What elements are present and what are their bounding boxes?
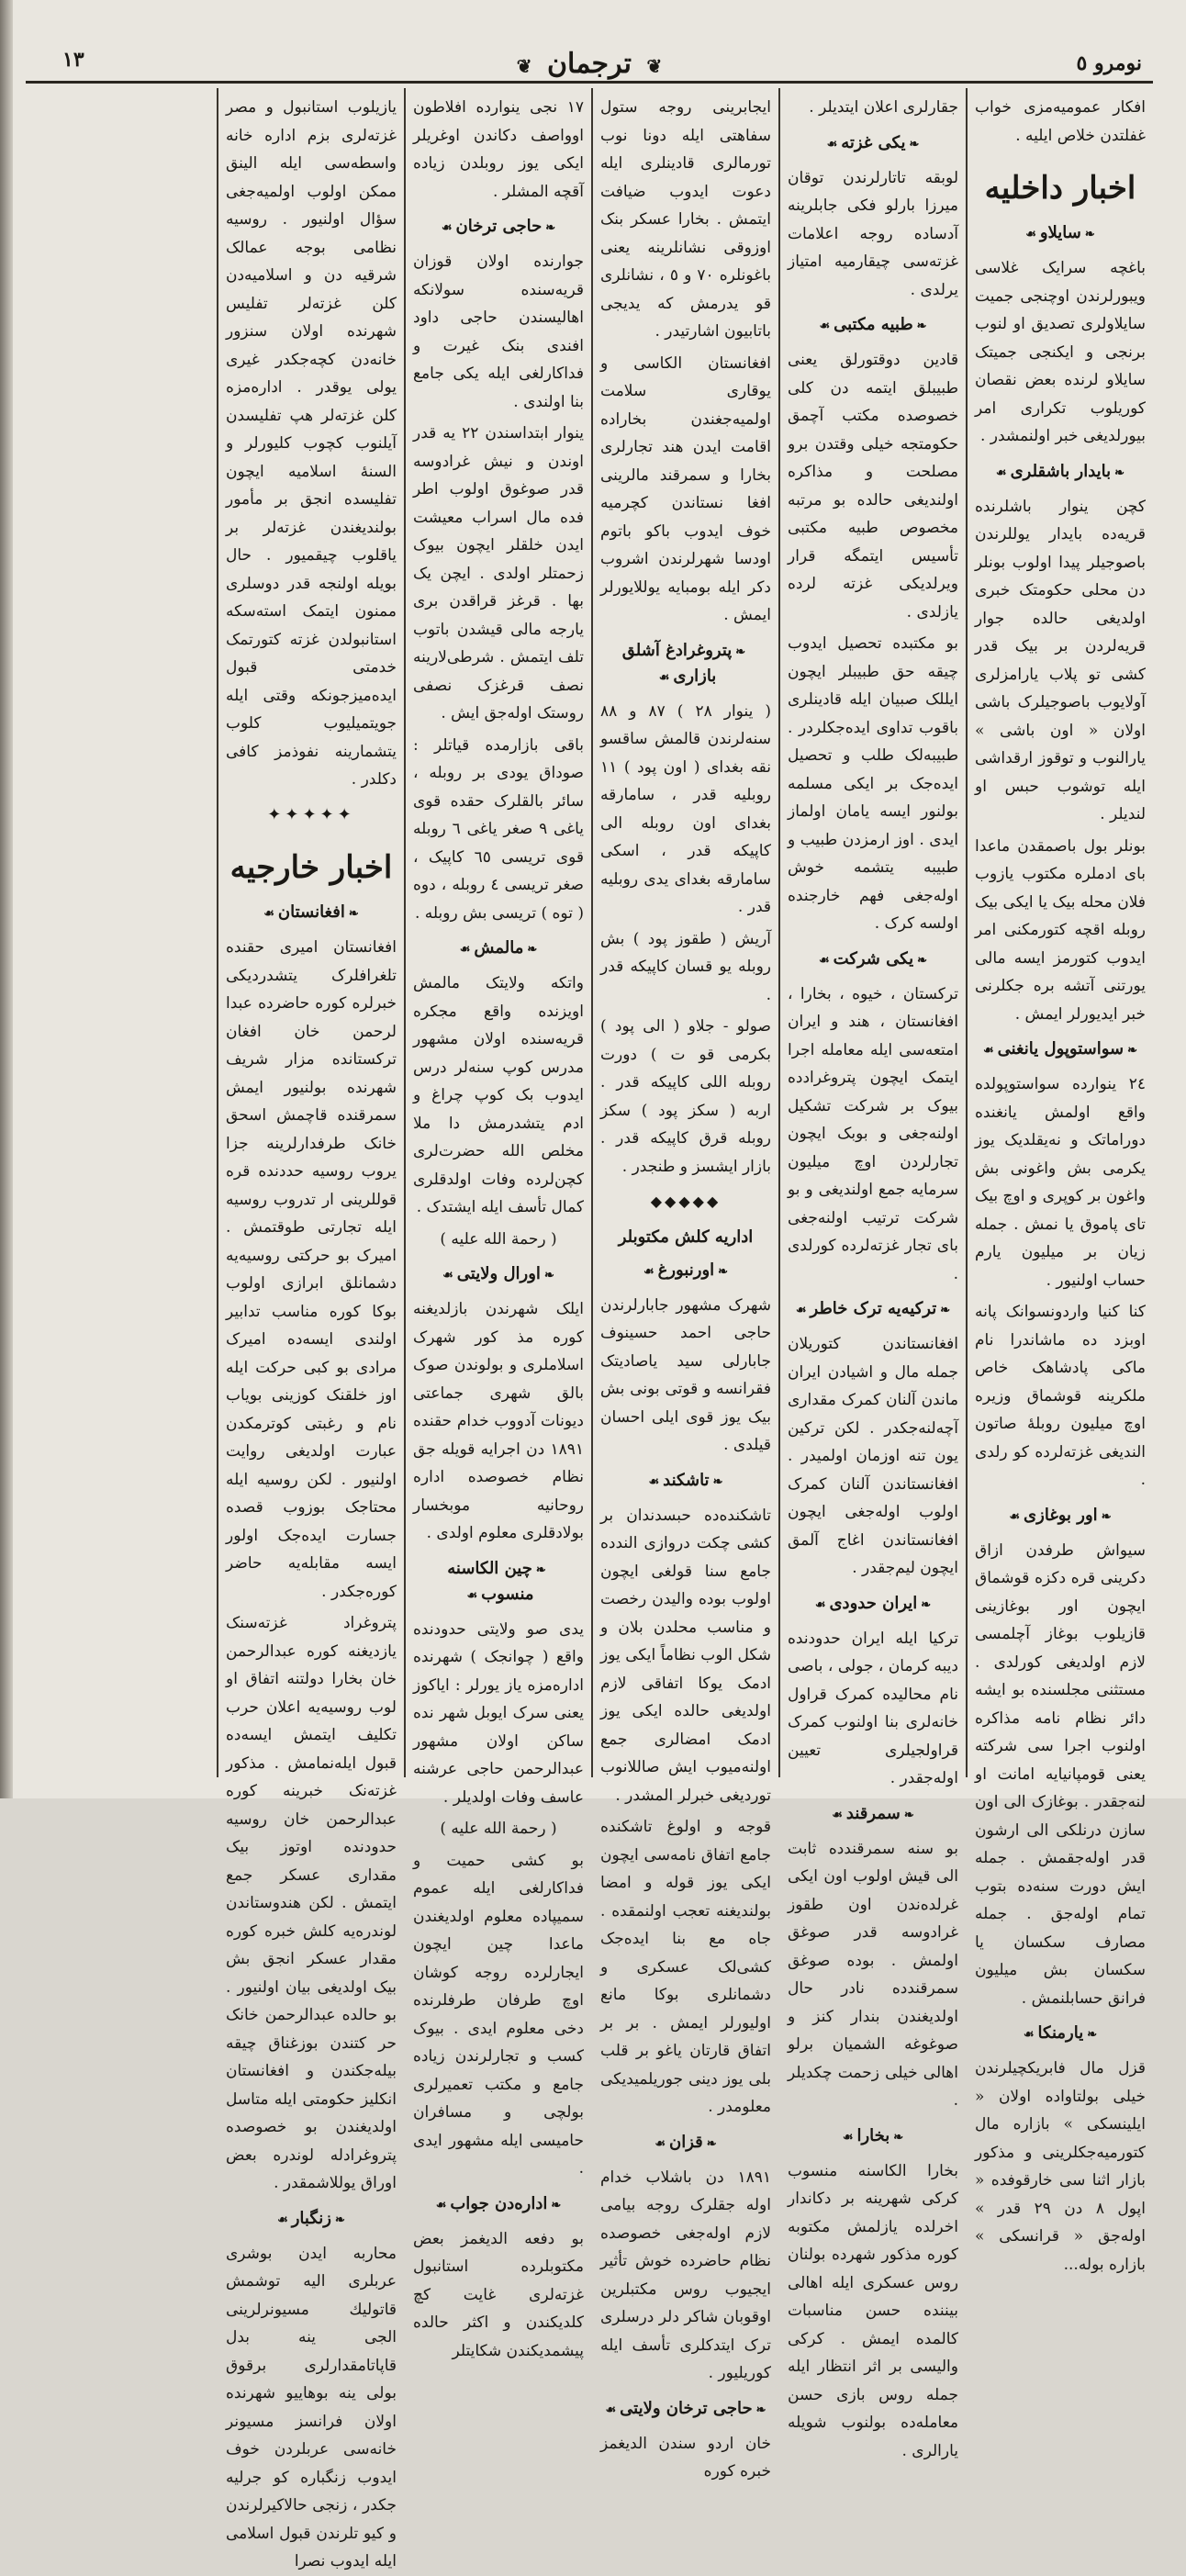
ornament-icon: ☙: [605, 2402, 617, 2417]
page-binding-edge: [0, 0, 13, 1798]
ornament-icon: ☙: [648, 1474, 660, 1489]
article-text: کنا کنیا واردونسوانک پانه اوبزد ده ماشاندرا نام ماکی پادشاهک خاص ملکرینه قوشماق وزیره اوچ میلیون روبلهٔ صاتون الندیغی غزته‌لرده کو رلدی .: [975, 1303, 1146, 1489]
article-text: جوارنده اولان قوزان قریه‌سنده سولانکه اهالیسندن حاجی داود افندی بنک غیرت و فداکارلغی ایله یکی جامع بنا اولندی .: [413, 252, 584, 411]
article-heading: ❧تاشکند☙: [648, 1470, 723, 1490]
ornament-icon: ☙: [826, 137, 838, 151]
ornament-icon: ☙: [1009, 1509, 1021, 1524]
ornament-icon: ❧: [335, 2212, 345, 2227]
ornament-icon: ☙: [995, 465, 1007, 480]
ornament-icon: ☙: [819, 319, 831, 333]
article-text: افغانستاندن کتوریلان جمله مال و اشیادن ایران ماندن آلنان کمرک مقداری آچه‌لنه‌جکدر . لکن ترکین یون تنه اوزمان اولمیدر . افغانستاندن آلنان کمرک اولوب اوله‌جغی ایچون افغانستاندن اغاج آلمق ایچون لیم‌جقدر .: [788, 1335, 958, 1577]
article-heading: ❧پتروغرادغ آشلق بازاری☙: [621, 640, 746, 686]
page-number: ١٣: [62, 48, 84, 72]
ornament-icon: ☙: [643, 1264, 655, 1279]
ornament-icon: ☙: [795, 1304, 807, 1317]
masthead-ornament-icon: ❦: [646, 55, 663, 77]
ornament-icon: ❧: [527, 943, 538, 957]
article-text: آریش ( طقوز پود ) بش روبله یو قسان کاپیکه قدر .: [600, 929, 771, 1004]
ornament-icon: ☙: [1025, 228, 1036, 241]
column-2: [778, 88, 966, 2460]
article-text: تاشکنده‌ده حبسدندان بر کشی چکت دروازی الندده جامع سنا قولغی ایچون اولوب بوده والیدن رخصت و مناسب محلدن بلان و شکل الوب نظاماً ایکی یوز ادمک یوکا اتفاقی لازم اولدیغی حالده ایکی یوز ادمک امضالری جمع اولنه‌میوب ایش صاللانوب توردیغی خبرلر المشدر .: [600, 1506, 771, 1805]
ornament-icon: ☙: [832, 1808, 843, 1822]
article-text: بو دفعه الدیغمز بعض مکتوبلرده استانبول غزته‌لری غایت کچ کلدیکندن و اکثر حالده پیشمدیکندن شکایتلر: [413, 2229, 584, 2360]
article-heading: ❧حاجی ترخان ولایتی☙: [605, 2398, 766, 2418]
column-intro: افكار عمومیه‌مزی خواب غفلتدن خلاص ایلیه .: [975, 98, 1146, 145]
article-text: پتروغراد غزته‌سنک یازدیغنه کوره عبدالرحمن خان بخارا دولتنه اتفاق او لوب روسیه‌یه اعلان حرب تکلیف ایتمش ایسه‌ده قبول ایله‌نمامش . مذکور غزته‌نک خبرینه کوره عبدالرحمن خان روسیه حدودنده اوتوز بیک مقداری عسکر جمع ایتمش . لکن هندوستاندن لوندره‌یه کلش خبره کوره مقدار عسکر انجق بش بیک اولدیغی بیان اولنیور . بو حالده عبدالرحمن خانک حر کتندن بوزغناق چیقه بیله‌جکندن و افغانستان انکلیز حکومتی ایله متاسل اولدیغندن بو خصوصده پتروغرادله لوندره بعض اوراق یوللاشمقدر .: [226, 1614, 397, 2192]
article-heading: ❧سمرقند☙: [832, 1803, 914, 1823]
section-heading-domestic-news: اخبار داخلیه: [984, 170, 1136, 207]
article-heading: ❧ادارەدن جواب☙: [435, 2193, 562, 2213]
ornament-icon: ❧: [551, 2198, 562, 2212]
diamond-separator: ◆◆◆◆◆: [650, 1193, 722, 1210]
article-text: بخارا الکاسنه منسوب کرکی شهرینه بر دکاندار اخرلده یازلمش مکتوبه کوره مذکور شهرده بولنان روس عسکری ایله اهالی بیننده حسن مناسبات کالمده ایمش . کرکی والیسی بر اثر انتظار ایله جمله روس بازی حسن معامله‌ده بولنوب شویله یارالری .: [788, 2161, 958, 2460]
article-heading: ❧طبیه مکتبی☙: [819, 315, 927, 334]
ornament-icon: ❧: [1114, 465, 1125, 480]
ornament-icon: ❧: [903, 1808, 914, 1822]
article-heading: ❧چین الکاسنه منسوب☙: [447, 1558, 546, 1604]
article-text: ایلک شهرندن بازلدیغنه کوره مذ کور شهرک اسلاملری و بولوندن صوک بالق شهری جماعتی دیونات آدووب خدام حقنده ١٨٩١ دن اجرایه قویله جق نظام خصوصده اداره روحانیه موبخسار بولادقلری معلوم اولدی .: [413, 1300, 584, 1542]
ornament-icon: ❧: [535, 1562, 546, 1577]
ornament-icon: ❧: [735, 644, 746, 659]
column-4: [404, 88, 591, 2360]
article-heading: ❧بخارا☙: [842, 2125, 904, 2145]
column-3: [591, 88, 778, 2481]
article-text: ( رحمة الله علیه ): [440, 1820, 557, 1838]
article-text: ١٧ نجی ینوارده افلاطون اوواصف دکاندن اوغریلر ایکی یوز روبلدن زیاده آقچه المشلر .: [413, 98, 584, 201]
ornament-icon: ☙: [818, 953, 830, 968]
ornament-icon: ❧: [706, 2136, 717, 2151]
masthead-ornament-icon: ❦: [516, 55, 532, 77]
article-text: لوبقه تاتارلرندن توقان میرزا بارلو فکی جابلرینه آدساده روجه اعلامات غزته‌سی چیقارمیه امتیاز یرلدی .: [788, 168, 958, 299]
star-separator: ✦✦✦✦✦: [267, 804, 355, 824]
masthead: [26, 48, 1153, 80]
article-text: باقی بازارمده قیاتلر : صوداق یودی بر روبله ، سائر بالقلرک حقده قوی یاغی ٩ صغر یاغی ٦ روبله قوی تریسی ٦٥ کاپیک ، صغر تریسی ٤ روبله ، دوه ( توه ) تریسی بش روبله .: [413, 735, 585, 923]
column-1: [966, 88, 1153, 2274]
ornament-icon: ❧: [893, 2130, 904, 2145]
ornament-icon: ☙: [263, 907, 274, 921]
article-text: یازیلوب استانبول و مصر غزته‌لری بزم اداره خانه واسطه‌سی ایله الینق ممکن اولوب اولمیه‌جغی سؤال اولنیور . روسیه نظامی بوجه عمالک شرقیه دن و اسلامیه‌دن کلن غزته‌لر تفلیس شهرنده اولان سنزور خانه‌دن کچه‌جکدر غیری یولی یوقدر . ادارەمزه کلن غزته‌لر هپ تفلیسدن آیلنوب کچوب کلیورلر و السنهٔ اسلامیه ایچون تفلیسده انجق بر مأمور بولندیغندن غزته‌لر بر یاقلوب چیقمیور . حال بویله اولنجه قدر دوسلری ممنون ایتمک استه‌سکه استانبولدن غزته کتورتمک خدمتی قبول ایده‌میزجونکه وقتی ایله جویتمیلیوب کلوب یتشمارینه نفوذمز کافی دکلدر .: [226, 98, 397, 789]
article-text: قوجه و اولوغ تاشکنده جامع اتفاق نامه‌سی ایچون ایکی یوز قوله و امضا بولندیغنه تعجب اولنمقده . جاه مع بنا ایده‌جک کشی‌لک عسکری و دشمانلری بوکا مانع اولیورلر ایمش . بر بر اتفاق قارتان یاغو بر قلب بلی یوز دینی جوریلمیدیکی معلومدر .: [600, 1818, 771, 2116]
article-text: خان اردو سندن الدیغمز خبره کوره: [600, 2434, 771, 2481]
issue-number: نومرو ٥: [1076, 51, 1142, 75]
article-text: افغانستان الکاسی و یوقاری سلامت اولمیه‌جغندن بخاراده اقامت ایدن هند تجارلری بخارا و سمرقند مالرینی افغا نستاندن کچرمیه خوف ایدوب باکو باتوم اودسا شهرلرندن اشروب دکر ایله بومبایه یوللایورلر ایمش .: [600, 353, 771, 624]
ornament-icon: ☙: [842, 2130, 854, 2145]
article-text: ایجابرینی روجه ستول سفاهتی ایله دونا نوب تورمالری قادینلری ایله دعوت ایدوب ضیافت ایتمش . بخارا عسکر بنک اوزوقی نشانلرینه یعنی باغونلره ٧٠ و ٥ ، نشانلری قو یدرمش که یدیجی باتابیون اشارتیدر .: [600, 98, 771, 341]
article-heading: ❧ایران حدودی☙: [814, 1593, 932, 1613]
article-heading: ❧اورال ولایتی☙: [442, 1264, 554, 1283]
ornament-icon: ☙: [982, 1044, 994, 1058]
ornament-icon: ☙: [1023, 2028, 1035, 2042]
article-heading: ❧قزان☙: [655, 2132, 717, 2152]
ornament-icon: ❧: [755, 2402, 766, 2417]
article-text: ( رحمة الله علیه ): [440, 1229, 557, 1249]
article-heading: ❧بایدار باشقلری☙: [995, 461, 1125, 481]
ornament-icon: ❧: [1101, 1509, 1112, 1524]
header-rule: [26, 81, 1153, 84]
article-heading: ❧یکی شرکت☙: [818, 948, 928, 969]
article-heading: اداریه کلش مکتوبلر: [618, 1226, 754, 1247]
article-heading: ❧مالمش☙: [459, 938, 538, 958]
article-text: باغچه سرایک غلاسی ویبورلرندن اوچنجی جمیت سایلاولری تصدیق او لنوب برنجی و ایکنجی جمیتک سایلاو لرنده بعض نقصان کوریلوب تکراری امر بیورلدیغی خبر اولنمشدر .: [975, 259, 1146, 445]
ornament-icon: ☙: [441, 221, 453, 235]
article-heading: ❧افغانستان☙: [263, 902, 359, 922]
masthead-title: ترجمان: [547, 48, 632, 80]
article-heading: ❧سواستوپول یانغنی☙: [982, 1039, 1138, 1058]
ornament-icon: ❧: [921, 1597, 932, 1612]
article-text: بو مکتبده تحصیل ایدوب چیقه حق طبیبلر ایچون ایللک صبیان ایله قادینلری باقوب تداوی ایده‌جکلردر . طبیبه‌لک طلب و تحصیل ایده‌جک بر ایکی مسلمه بولنور ایسه یامان اولماز ایدی . اوز ارمزدن طبیب و طبیبه یتشمه خوش اوله‌جغی فهم خارجنده اولسه کرک .: [788, 634, 958, 933]
article-text: قادین دوقتورلق یعنی طبیبلق ایتمه دن کلی خصوصده مکتب آچمق حکومتجه خیلی وقتدن برو مصلحت و مذاکره اولندیغی حالده بو مرتبه مخصوص طبیه مکتبی تأسیس ایتمگه قرار ویرلدیکی غزته لرده یازلدی .: [788, 351, 958, 622]
ornament-icon: ☙: [466, 1588, 478, 1603]
ornament-icon: ☙: [277, 2212, 288, 2227]
article-text: صولو - جلاو ( الی پود ) بکرمی قو ت ) دورت روبله اللی کاپیکه قدر . اربه ( سکز پود ) سکز روبله قرق کاپیکه قدر . بازار ایشسز و طنجدر .: [600, 1017, 771, 1176]
ornament-icon: ❧: [545, 221, 556, 235]
article-heading: ❧حاجی ترخان☙: [441, 217, 556, 236]
ornament-icon: ❧: [718, 1264, 729, 1279]
article-heading: ❧یکی غزته☙: [826, 132, 920, 152]
ornament-icon: ☙: [658, 670, 670, 685]
article-text: ٢٤ ینوارده سواستوپولده واقع اولمش یانغنده دوراماتک و نه‌یقلدیک یوز یکرمی بش واغونی بش واغون بر کوپری و اوچ بیک تای پاموق یا نمش . جمله زیان بر میلیون یارم حساب اولنیور .: [975, 1075, 1146, 1290]
ornament-icon: ❧: [543, 1269, 554, 1282]
article-text: سیواش طرفدن ازاق دکرینی قره دکزه قوشماق ایچون اور بوغازینی قازیلوب بوغاز آچلمسی لازم اولدیغی کورلدی . مستثنی مجلسنده بو ایشه دائر نظام نامه مذاکره اولنوب اجرا سی شرکته یعنی قومپانیایه امانت او لنه‌جقدر . بوغازک الی اون سازن درنلکی الی ارشون قدر اوله‌جقمش . جمله ایش دورت سنه‌ده بتوب تمام اوله‌جق . جمله مصارف سکسان یا سکسان بش میلیون فرانق حسابلنمش .: [975, 1540, 1146, 2008]
article-text: بو کشی حمیت و فداکارلغی ایله عموم سمیپاده معلوم اولدیغندن ماعدا چین ایچون ایجارلرده روجه کوشان اوچ طرفان طرفلرنده دخی معلوم ایدی . بیوک کسب و تجارلرندن زیاده جامع و مکتب تعمیرلری بولچی و مسافران حامیسی ایله مشهور ایدی .: [413, 1851, 584, 2178]
ornament-icon: ❧: [917, 953, 928, 968]
article-text: بونلر بول باصمقدن ماعدا بای ادملره مکتوب یازوب فلان محله بیک یا ایکی بیک روبله اقچه کتورمکنی امر ایدوب کتورمز ایسه مالی یورتنی آتشه بره جکلرنی خبر ایدیورلر ایمش .: [975, 836, 1146, 1024]
article-text: محاربه ایدن بوشری عربلری الیه توشمش قاتوليك مسیونرلرینی الجی ینه بدل قاپاتامقدارلری برقوق بولی ینه بوهاییو شهرنده اولان فرانسز مسیونر خانه‌سی عربلردن خوف ایدوب زنگباره کو جرلیه جکدر ، زنجی حالاکیرلرندن و کیو تلرندن قبول اسلامی ایله ایدوب نصرا: [226, 2244, 397, 2570]
ornament-icon: ❧: [1087, 2028, 1098, 2042]
page-header: [26, 20, 1153, 80]
article-heading: ❧زنگبار☙: [277, 2208, 345, 2228]
article-text: افغانستان امیری حقنده تلغرافلرک یتشدردیکی خبرلره کوره حاضرده عبدا لرحمن خان افغان ترکستانده مزار شریف شهرنده بولنیور ایمش سمرقنده قاچمش اسحق خانک طرفدارلرینه جزا یروب روسیه حددنده قره قوللرینی ار تدروب روسیه ایله تجارتی طوقتمش . امیرک بو حرکتی روسیه‌یه دشمانلق ابرازی اولوب بوکا کوره مناسب تدابیر اولندی ایسه‌ده امیرک مرادی بو کبی حرکت ایله اوز خلقنک کوزینی بویاب نام و رغبتی کوترمکدن عبارت اولدیغی روایت اولنیور . لکن روسیه ایله محتاجک بوزوب قصده جسارت ایده‌جک اولور ایسه مقابله‌یه حاضر کوره‌جکدر .: [226, 938, 397, 1601]
ornament-icon: ❧: [916, 319, 927, 333]
article-heading: ❧ترکیه‌یه ترک خاطر☙: [795, 1299, 951, 1318]
article-text: ترکیا ایله ایران حدودنده دیبه کرمان ، جولی ، باصی نام محالیده کمرک قراول خانه‌لری بنا اولنوب کمرک قراولجیلری تعیین اوله‌جقدر .: [788, 1629, 958, 1787]
article-heading: ❧اورنبورغ☙: [643, 1260, 729, 1280]
ornament-icon: ☙: [655, 2136, 666, 2151]
article-text: ١٨٩١ دن باشلاب خدام اوله جقلرک روجه بیامی لازم اوله‌جغی خصوصده نظام حاضرده خوش تأثیر ایجیوب روس مکتبلرین اوقوبان شاکر دلر درسلری ترک ایتدکلری تأسف ایله کوریلیور .: [600, 2167, 771, 2382]
ornament-icon: ☙: [435, 2198, 447, 2212]
ornament-icon: ❧: [1127, 1044, 1138, 1058]
section-heading-foreign-news: اخبار خارجیه: [229, 849, 393, 886]
article-text: ( ینوار ٢٨ ) ٨٧ و ٨٨ سنه‌لرندن قالمش ساقسو نقه بغدای ( اون پود ) ١١ روبلیه قدر ، سامارقه بغدای اون روبله الی کاپیکه قدر ، اسکی سامارقه بغدای یدی روبلیه قدر .: [600, 701, 771, 916]
columns-container: [26, 88, 1153, 2570]
ornament-icon: ❧: [712, 1474, 723, 1489]
ornament-icon: ❧: [940, 1304, 951, 1317]
column-5: [217, 88, 404, 2570]
article-text: بو سنه سمرقندده ثابت الی قیش اولوب اون ایکی غرلده‌ندن اون طقوز غرادوسه قدر صوغق اولمش . بوده صوغق سمرقندده نادر حال اولدیغندن بندار کنز و صوغوغه الشمیان برلو اهالی خیلی زحمت چکدیلر .: [788, 1839, 958, 2110]
ornament-icon: ❧: [1084, 228, 1095, 241]
article-heading: ❧اور بوغازی☙: [1009, 1505, 1112, 1525]
ornament-icon: ☙: [459, 943, 471, 957]
article-text: قزل مال فابریکچیلرندن خیلی بولتاواده اولان « ایلینسکی » بازاره مال کتورمیه‌جکلرینی و مذکور بازار اثنا سی خارقوفده « اپول ٨ دن ٢٩ قدر » اوله‌جق « قرانسکی » بازاره بوله...: [975, 2059, 1146, 2274]
article-text: شهرک مشهور جابارلرندن حاجی احمد حسینوف جابارلی سید یاصادیتک فقرانسه و قوتی بونی بش بیک یوز قوی ایلی احسان قیلدی .: [600, 1295, 771, 1454]
ornament-icon: ❧: [909, 137, 920, 151]
article-text: کچن ینوار باشلرنده قریه‌ده بایدار یوللرندن باصوجیلر پیدا اولوب بونلر دن محلی حکومتک خبری اولدیغی حالده جوار قریه‌لردن بر بیک قدر کشی تو پلاب یارامزلری آولایوب باصوجیلرک باشی اولان « اون باشی » یارالنوب و توقوز ارقداشی ایله توشوب حبس او لندیلر .: [975, 497, 1146, 823]
article-heading: ❧سایلاو☙: [1025, 223, 1095, 242]
article-text: واتکه ولایتک مالمش اویزنده واقع مجکره قریه‌سنده اولان مشهور مدرس کوپ سنه‌لر درس ایدوب بک کوپ چراغ و ادم یتشدرمش دا ملا مخلص الله حضرت‌لری کچن‌لرده وفات اولدقلری کمال تأسف ایله ایشتدک .: [413, 974, 584, 1216]
ornament-icon: ☙: [442, 1269, 453, 1282]
article-text: یدی صو ولایتی حدودنده واقع ( چوانجک ) شهرنده اداره‌مزه یاز یورلر : ایاکوز یعنی سرک ایوبل شهر نده ساکن اولان مشهور عبدالرحمن حاجی عرشنه عاسف وفات اولدیلر .: [413, 1619, 584, 1807]
ornament-icon: ☙: [814, 1597, 826, 1612]
article-text: ینوار ابتداسندن ٢٢ یه قدر اوندن و نیش غرادوسه قدر صوغوق اولوب اطر فده مال اسراب معیشت ایدن خلقلر ایچون بیوک زحمتلر اولدی . ایچن یک بها . قرغز قراقدن بری یارجه مالی قیشدن باتوب تلف ایتمش . شرطی‌لارینه نصف قرغزک نصفی روستک اوله‌جق ایش .: [413, 424, 584, 722]
article-text: ترکستان ، خیوه ، بخارا ، افغانستان ، هند و ایران امتعه‌سی ایله معامله اجرا ایتمک ایچون پتروغرادده بیوک بر شرکت تشکیل اولنه‌جغی و بوبک ایچون تجارلردن اوچ میلیون سرمایه جمع اولندیغی و بو شرکت ترتیب اولنه‌جغی بای تجار غزته‌لرده کورلدی .: [788, 984, 958, 1283]
ornament-icon: ❧: [348, 907, 359, 921]
article-text: جقارلری اعلان ایتدیلر .: [809, 98, 958, 117]
article-heading: ❧یارمنکا☙: [1023, 2023, 1098, 2043]
